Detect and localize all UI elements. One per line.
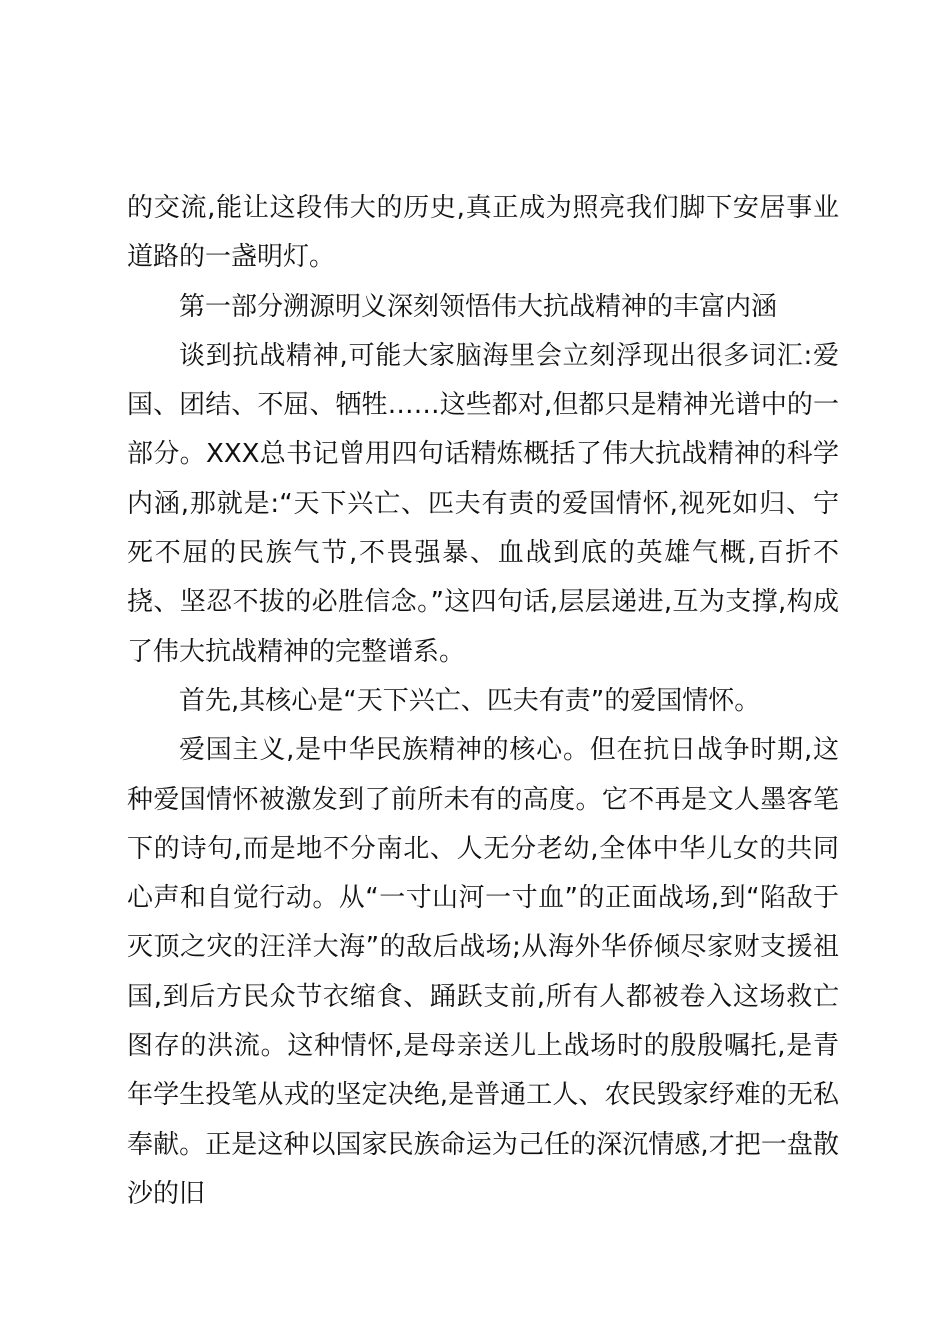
section-heading: 第一部分溯源明义深刻领悟伟大抗战精神的丰富内涵: [179, 291, 778, 322]
paragraph-spirit-overview: 谈到抗战精神,可能大家脑海里会立刻浮现出很多词汇:爱国、团结、不屈、牺牲……这些都对,但都只是精神光谱中的一部分。XXX总书记曾用四句话精炼概括了伟大抗战精神的科学内涵,那就是:“天下兴亡、匹夫有责的爱国情怀,视死如归、宁死不屈的民族气节,不畏强暴、血战到底的英雄气概,百折不挠、坚忍不拔的必胜信念。”这四句话,层层递进,互为支撑,构成了伟大抗战精神的完整谱系。: [127, 340, 839, 667]
paragraph-continuation: 的交流,能让这段伟大的历史,真正成为照亮我们脚下安居事业道路的一盏明灯。: [127, 193, 839, 273]
paragraph-patriotism: 爱国主义,是中华民族精神的核心。但在抗日战争时期,这种爱国情怀被激发到了前所未有的高度。它不再是文人墨客笔下的诗句,而是地不分南北、人无分老幼,全体中华儿女的共同心声和自觉行动。从“一寸山河一寸血”的正面战场,到“陷敌于灭顶之灾的汪洋大海”的敌后战场;从海外华侨倾尽家财支援祖国,到后方民众节衣缩食、踊跃支前,所有人都被卷入这场救亡图存的洪流。这种情怀,是母亲送儿上战场时的殷殷嘱托,是青年学生投笔从戎的坚定决绝,是普通工人、农民毁家纾难的无私奉献。正是这种以国家民族命运为己任的深沉情感,才把一盘散沙的旧: [127, 735, 839, 1209]
document-page: [127, 184, 839, 1219]
paragraph-core-point: 首先,其核心是“天下兴亡、匹夫有责”的爱国情怀。: [179, 685, 761, 716]
